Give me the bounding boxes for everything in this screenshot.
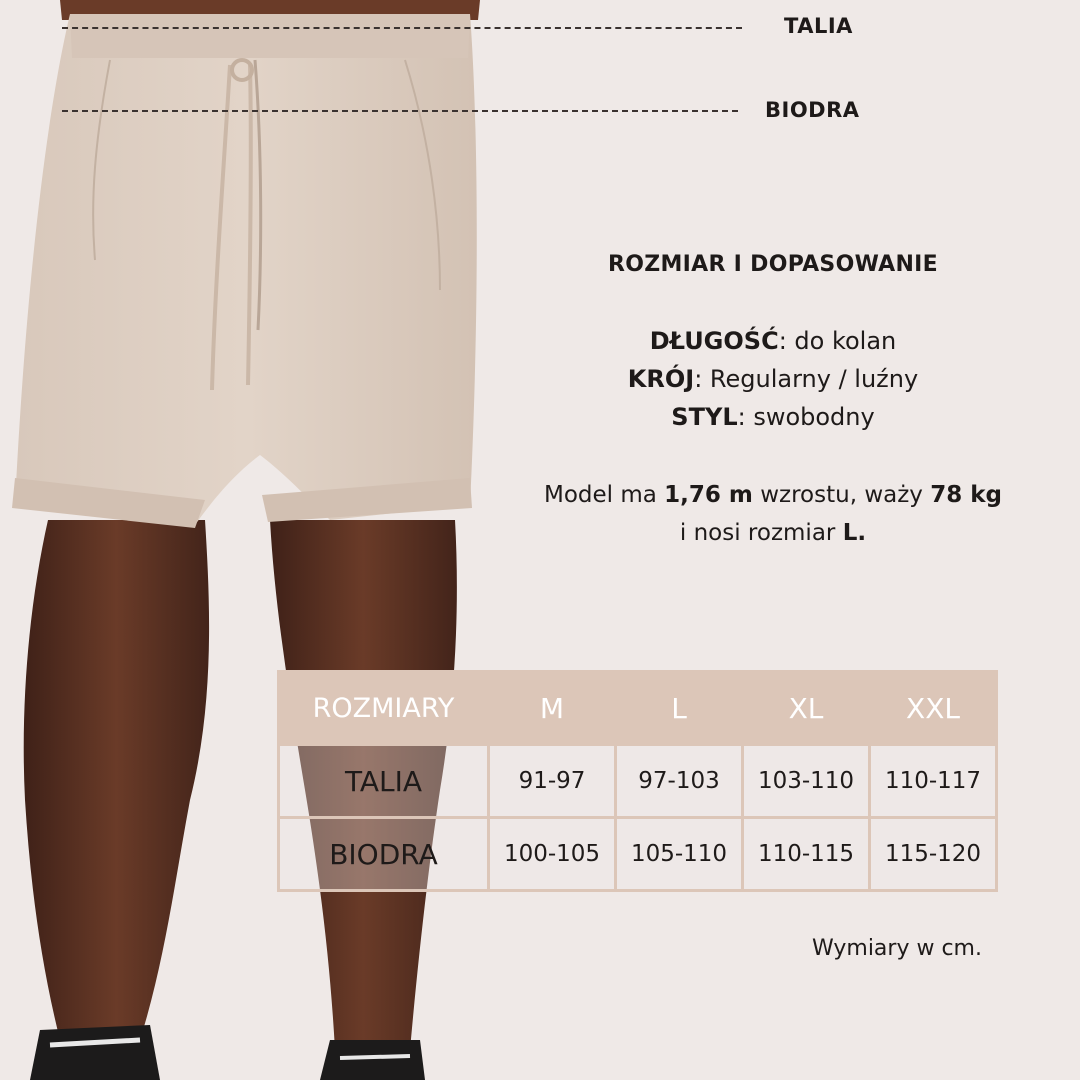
units-note: Wymiary w cm. [812,936,982,961]
table-header-xxl: XXL [870,672,997,745]
model-text: wzrostu, waży [752,482,931,508]
table-header-xl: XL [743,672,870,745]
table-cell: 110-117 [870,745,997,818]
table-cell: 97-103 [616,745,743,818]
row-label-waist: TALIA [279,745,489,818]
table-row [279,818,997,891]
model-info-line-2 [500,514,1046,552]
style-spec [500,398,1046,436]
table-cell: 103-110 [743,745,870,818]
hips-guide-label: BIODRA [765,98,860,122]
length-value: : do kolan [778,327,897,355]
model-height: 1,76 m [664,482,753,508]
row-label-hips: BIODRA [279,818,489,891]
model-weight: 78 kg [930,482,1003,508]
table-cell: 115-120 [870,818,997,891]
cut-spec [500,360,1046,398]
style-value: : swobodny [737,403,875,431]
model-info [500,476,1046,552]
fit-section-title: ROZMIAR I DOPASOWANIE [607,252,938,277]
table-header-l: L [616,672,743,745]
product-image [0,0,520,1080]
waist-guide-label: TALIA [784,14,853,38]
table-cell: 91-97 [489,745,616,818]
waist-guide-line [62,27,742,29]
model-text: i nosi rozmiar [679,520,843,546]
cut-value: : Regularny / luźny [694,365,919,393]
cut-label: KRÓJ [627,365,695,393]
table-cell: 110-115 [743,818,870,891]
fit-specs [500,322,1046,436]
table-header-row [279,672,997,745]
style-label: STYL [671,403,738,431]
model-info-line-1 [500,476,1046,514]
table-header-sizes: ROZMIARY [279,672,489,745]
model-text: Model ma [543,482,665,508]
model-size: L. [842,520,867,546]
hips-guide-line [62,110,738,112]
table-cell: 100-105 [489,818,616,891]
length-label: DŁUGOŚĆ [649,327,779,355]
table-header-m: M [489,672,616,745]
length-spec [500,322,1046,360]
size-table [277,670,998,892]
table-row [279,745,997,818]
table-cell: 105-110 [616,818,743,891]
